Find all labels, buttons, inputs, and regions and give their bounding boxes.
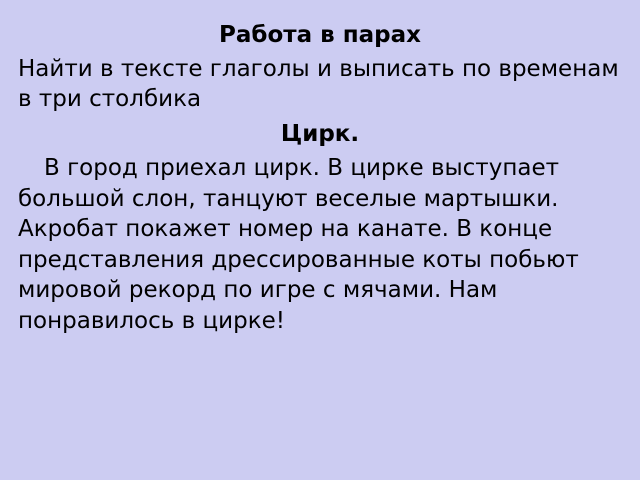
text-subtitle: Цирк. [280, 121, 360, 148]
reading-passage: В город приехал цирк. В цирке выступает большой слон, танцуют веселые мартышки. Акробат покажет номер на канате. В конце представления дрессированные коты побьют мировой рекорд по игре с мячами. Нам понравилось в цирке! [18, 155, 579, 334]
page-title: Работа в парах [219, 22, 421, 48]
task-instruction: Найти в тексте глаголы и выписать по временам в три столбика [18, 55, 619, 112]
